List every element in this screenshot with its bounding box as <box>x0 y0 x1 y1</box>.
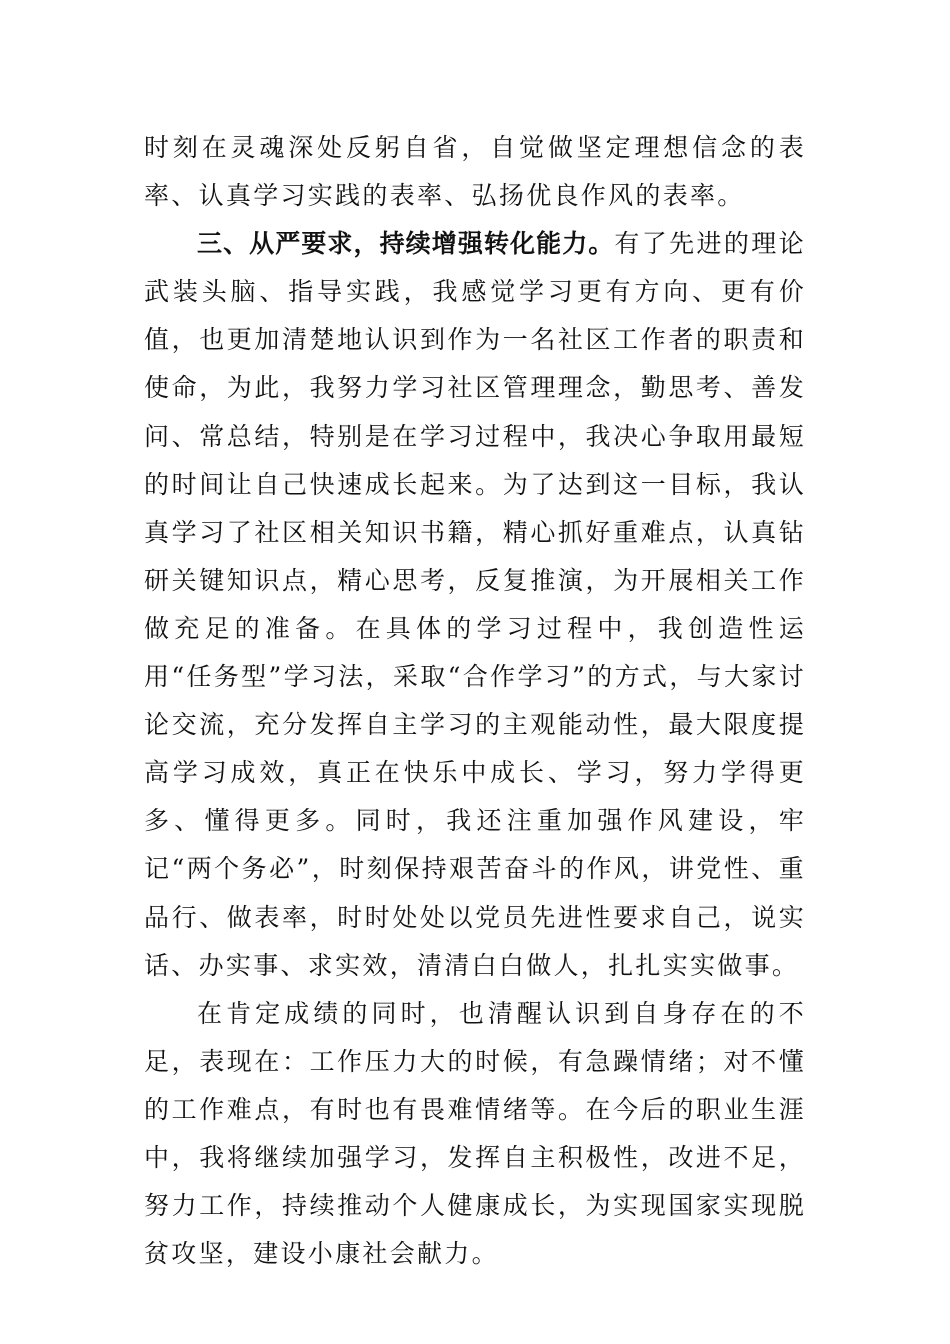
paragraph-text: 时刻在灵魂深处反躬自省，自觉做坚定理想信念的表率、认真学习实践的表率、弘扬优良作风的表率。 <box>144 133 806 211</box>
paragraph-text: 有了先进的理论武装头脑、指导实践，我感觉学习更有方向、更有价值，也更加清楚地认识到作为一名社区工作者的职责和使命，为此，我努力学习社区管理理念，勤思考、善发问、常总结，特别是在学习过程中，我决心争取用最短的时间让自己快速成长起来。为了达到这一目标，我认真学习了社区相关知识书籍，精心抓好重难点，认真钻研关键知识点，精心思考，反复推演，为开展相关工作做充足的准备。在具体的学习过程中，我创造性运用“任务型”学习法，采取“合作学习”的方式，与大家讨论交流，充分发挥自主学习的主观能动性，最大限度提高学习成效，真正在快乐中成长、学习，努力学得更多、懂得更多。同时，我还注重加强作风建设，牢记“两个务必”，时刻保持艰苦奋斗的作风，讲党性、重品行、做表率，时时处处以党员先进性要求自己，说实话、办实事、求实效，清清白白做人，扎扎实实做事。 <box>144 229 806 980</box>
paragraph-text: 在肯定成绩的同时，也清醒认识到自身存在的不足，表现在：工作压力大的时候，有急躁情绪；对不懂的工作难点，有时也有畏难情绪等。在今后的职业生涯中，我将继续加强学习，发挥自主积极性，改进不足，努力工作，持续推动个人健康成长，为实现国家实现脱贫攻坚，建设小康社会献力。 <box>144 998 806 1269</box>
paragraph-continuation <box>144 124 806 220</box>
section-heading: 三、从严要求，持续增强转化能力。 <box>197 229 615 259</box>
document-body <box>144 124 806 1278</box>
paragraph-section-three <box>144 220 806 990</box>
paragraph-conclusion <box>144 990 806 1279</box>
